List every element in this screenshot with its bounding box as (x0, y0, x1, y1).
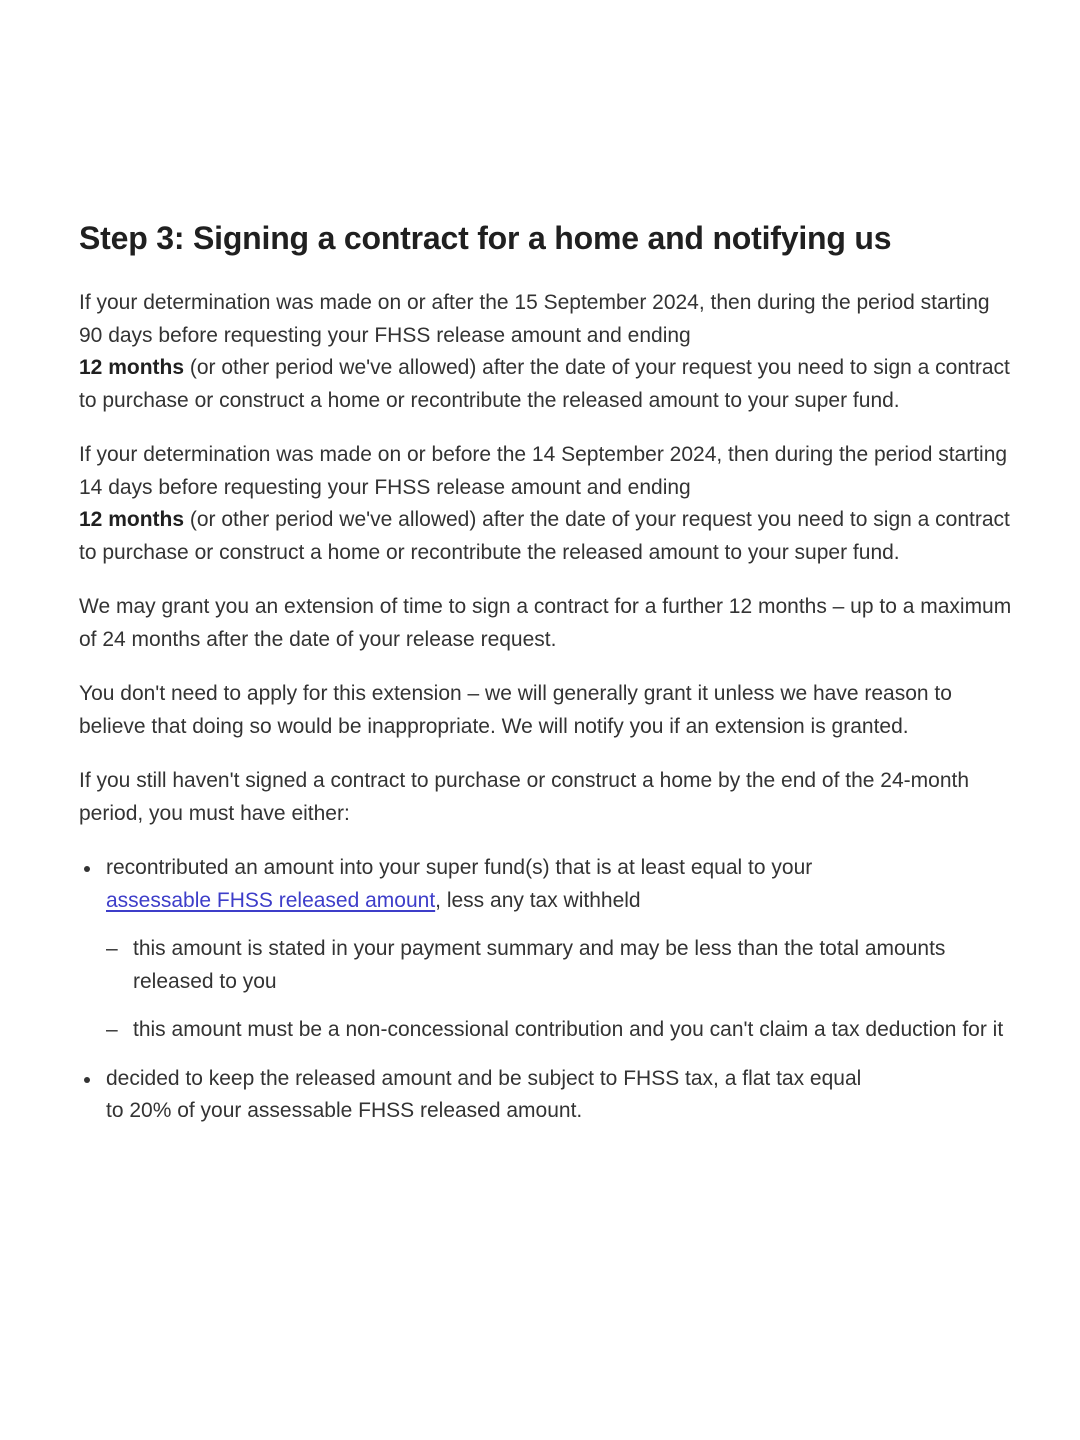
paragraph-text: If your determination was made on or before the 14 September 2024, then during the period starting 14 days before requesting your FHSS release amount and ending (79, 443, 1008, 499)
list-item-text: , less any tax withheld (435, 888, 641, 912)
paragraph-text: (or other period we've allowed) after the date of your request you need to sign a contract to purchase or construct a home or recontribute the released amount to your super fund. (79, 356, 1010, 412)
bold-period: 12 months (79, 356, 185, 379)
bullet-dot-icon (84, 1077, 90, 1083)
bold-period: 12 months (79, 508, 185, 531)
list-item-recontribute (79, 852, 1014, 1047)
dash-icon: – (106, 1018, 118, 1041)
paragraph-determination-before (79, 439, 1014, 569)
assessable-fhss-released-amount-link[interactable]: assessable FHSS released amount (106, 888, 436, 912)
list-item-keep-amount (79, 1063, 1014, 1128)
main-content (79, 212, 1014, 1144)
list-item-text: to 20% of your assessable FHSS released amount. (106, 1099, 583, 1122)
list-item-text: recontributed an amount into your super fund(s) that is at least equal to your (106, 856, 813, 879)
sub-list-item (106, 1014, 1014, 1047)
sub-list-item (106, 933, 1014, 998)
paragraph-end-of-period: If you still haven't signed a contract to purchase or construct a home by the end of the 24-month period, you must have either: (79, 769, 970, 825)
dash-icon: – (106, 937, 118, 960)
options-list (79, 852, 1014, 1128)
paragraph-apply-extension: You don't need to apply for this extension – we will generally grant it unless we have reason to believe that doing so would be inappropriate. We will notify you if an extension is granted. (79, 682, 952, 738)
paragraph-determination-after (79, 287, 1014, 417)
paragraph-text: (or other period we've allowed) after the date of your request you need to sign a contract to purchase or construct a home or recontribute the released amount to your super fund. (79, 508, 1010, 564)
page-heading: Step 3: Signing a contract for a home and notifying us (79, 220, 892, 256)
bullet-dot-icon (84, 866, 90, 872)
paragraph-extension: We may grant you an extension of time to sign a contract for a further 12 months – up to a maximum of 24 months after the date of your release request. (79, 595, 1012, 651)
sub-list (106, 933, 1014, 1047)
sub-list-item-text: this amount must be a non-concessional contribution and you can't claim a tax deduction for it (133, 1018, 1004, 1041)
paragraph-text: If your determination was made on or after the 15 September 2024, then during the period starting 90 days before requesting your FHSS release amount and ending (79, 291, 990, 347)
list-item-text: decided to keep the released amount and be subject to FHSS tax, a flat tax equal (106, 1066, 862, 1090)
sub-list-item-text: this amount is stated in your payment summary and may be less than the total amounts released to you (133, 937, 946, 993)
